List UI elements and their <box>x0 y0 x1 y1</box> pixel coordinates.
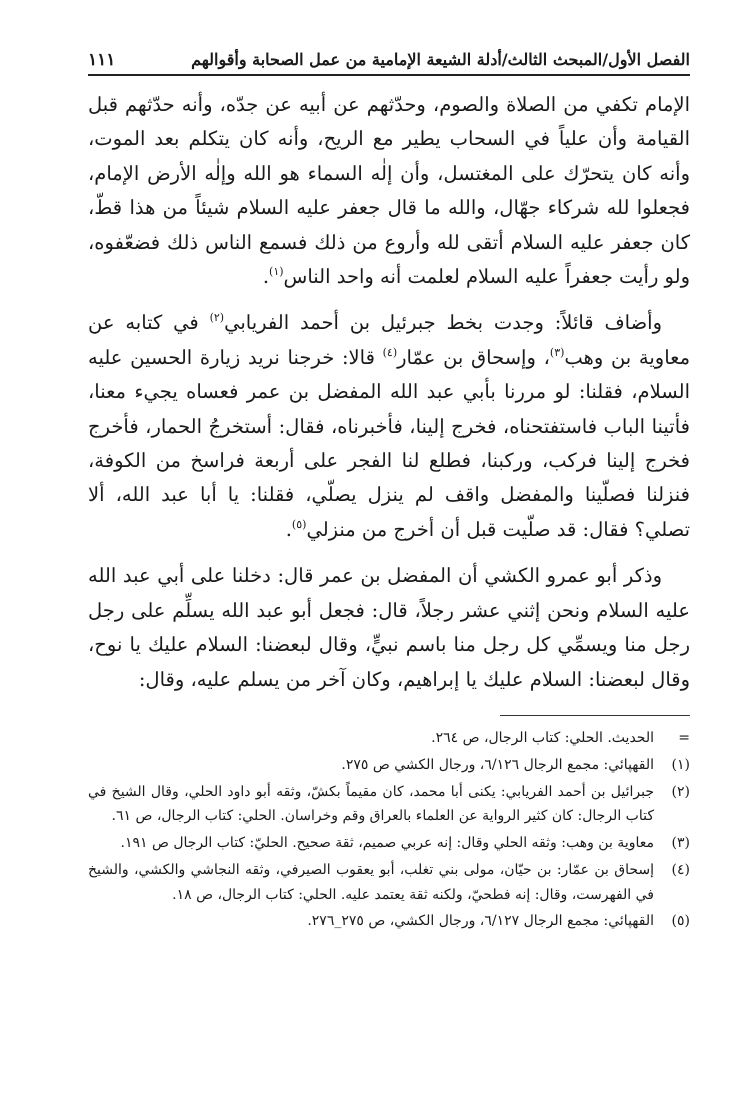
footnote-number: (٥) <box>671 913 690 930</box>
paragraph-3-text: وذكر أبو عمرو الكشي أن المفضل بن عمر قال: دخلنا على أبي عبد الله عليه السلام ونحن إثني عشر رجلاً، قال: فجعل أبو عبد الله يسلِّم على رجل رجل منا ويسمِّي كل رجل منا باسم نبيٍّ، وقال لبعضنا: السلام عليك يا نوح، وقال لبعضنا: السلام عليك يا إبراهيم، وكان آخر من يسلم عليه، وقال: <box>88 564 690 691</box>
book-page <box>88 40 690 936</box>
paragraph-2-text-a: وأضاف قائلاً: وجدت بخط جبرئيل بن أحمد الفريابي <box>224 311 663 335</box>
footnote-text: إسحاق بن عمّار: بن حيّان، مولى بني تغلب، أبو يعقوب الصيرفي، وثقه النجاشي والكشي، والشيخ في الفهرست، وقال: إنه فطحيّ، ولكنه ثقة يعتمد عليه. الحلي: كتاب الرجال، ص ١٨. <box>88 861 654 903</box>
footnote-number: (١) <box>671 756 690 773</box>
paragraph-3 <box>88 559 690 697</box>
running-header <box>88 40 690 72</box>
footnote-text: القهپائي: مجمع الرجال ٦/١٢٧، ورجال الكشي، ص ٢٧٥_٢٧٦. <box>307 913 654 930</box>
footnote-number: (٢) <box>671 783 690 800</box>
footnote-number: (٤) <box>671 861 690 878</box>
footnote-ref: (٥) <box>291 517 307 531</box>
page-number: ١١١ <box>88 50 116 70</box>
footnote-separator <box>500 715 690 716</box>
footnote <box>88 753 690 778</box>
footnote-text: القهپائي: مجمع الرجال ٦/١٢٦، ورجال الكشي ص ٢٧٥. <box>341 756 654 773</box>
footnotes <box>88 726 690 934</box>
footnote <box>88 726 690 751</box>
footnote-ref: (٤) <box>382 345 398 359</box>
footnote-ref: (٢) <box>209 311 225 325</box>
main-text <box>88 88 690 697</box>
footnote <box>88 858 690 908</box>
paragraph-2-text-c: ، وإسحاق بن عمّار <box>397 345 550 369</box>
footnote <box>88 780 690 830</box>
footnote-text: معاوية بن وهب: وثقه الحلي وقال: إنه عربي صميم، ثقة صحيح. الحليّ: كتاب الرجال ص ١٩١. <box>120 835 654 852</box>
paragraph-2-text-b: في كتابه عن معاوية بن وهب <box>88 311 691 369</box>
paragraph-2-text-d: قالا: خرجنا نريد زيارة الحسين عليه السلام، فقلنا: لو مررنا بأبي عبد الله المفضل بن عمر فعساه يجيء معنا، فأتينا الباب فاستفتحناه، فخرج إلينا، فأخبرناه، فقال: أستخرجُ الحمار، فأخرج فخرج إلينا فركب، وركبنا، فطلع لنا الفجر على أربعة فراسخ من الكوفة، فنزلنا فصلّينا والمفضل واقف لم ينزل يصلّي، فقلنا: يا أبا عبد الله، ألا تصلي؟ فقال: قد صلّيت قبل أن أخرج من منزلي <box>88 345 690 541</box>
footnote <box>88 831 690 856</box>
paragraph-2: وأضاف قائلاً: وجدت بخط جبرئيل بن أحمد الفريابي$^{(٢)}$ في كتابه عن معاوية بن وهب$^{(٣)}$، وإسحاق بن عمّار$^{(٤)}$ قالا: خرجنا نريد زيارة الحسين عليه السلام، فقلنا: لو مررنا بأبي عبد الله المفضل بن عمر فعساه يجيء معنا، فأتينا الباب فاستفتحناه، فخرج إلينا، فأخبرناه، فقال: أستخرجُ الحمار، فأخرج فخرج إلينا فركب، وركبنا، فطلع لنا الفجر على أربعة فراسخ من الكوفة، فنزلنا فصلّينا والمفضل واقف لم ينزل يصلّي، فقلنا: يا أبا عبد الله، ألا تصلي؟ فقال: قد صلّيت قبل أن أخرج من منزلي$^{(٥)}$. <box>88 311 691 541</box>
footnote-ref: (١) <box>269 265 284 279</box>
footnote-number: = <box>678 729 690 746</box>
footnote-text: الحديث. الحلي: كتاب الرجال، ص ٢٦٤. <box>431 729 654 746</box>
paragraph-1: الإمام تكفي من الصلاة والصوم، وحدّثهم عن أبيه عن جدّه، وأنه حدّثهم قبل القيامة وأن علياً في السحاب يطير مع الريح، وأنه كان يتكلم بعد الموت، وأنه كان يتحرّك على المغتسل، وأن إلٰه السماء هو الله وإلٰه الأرض الإمام، فجعلوا لله شركاء جهّال، والله ما قال جعفر عليه السلام شيئاً من هذا قطّ، كان جعفر عليه السلام أتقى لله وأروع من ذلك فسمع الناس ذلك فضعّفوه، ولو رأيت جعفراً عليه السلام لعلمت أنه واحد الناس$^{(١)}$. <box>88 93 690 289</box>
header-rule <box>88 74 690 76</box>
chapter-title: الفصل الأول/المبحث الثالث/أدلة الشيعة الإمامية من عمل الصحابة وأقوالهم <box>191 50 690 69</box>
paragraph-1-text: الإمام تكفي من الصلاة والصوم، وحدّثهم عن أبيه عن جدّه، وأنه حدّثهم قبل القيامة وأن علياً في السحاب يطير مع الريح، وأنه كان يتكلم بعد الموت، وأنه كان يتحرّك على المغتسل، وأن إلٰه السماء هو الله وإلٰه الأرض الإمام، فجعلوا لله شركاء جهّال، والله ما قال جعفر عليه السلام شيئاً من هذا قطّ، كان جعفر عليه السلام أتقى لله وأروع من ذلك فسمع الناس ذلك فضعّفوه، ولو رأيت جعفراً عليه السلام لعلمت أنه واحد الناس <box>88 93 690 289</box>
footnote-text: جبرائيل بن أحمد الفريابي: يكنى أبا محمد، كان مقيماً بكشّ، وثقه أبو داود الحلي، وقال الشيخ في كتاب الرجال: كان كثير الرواية عن العلماء بالعراق وقم وخراسان. الحلي: كتاب الرجال، ص ٦١. <box>88 783 654 825</box>
footnote-number: (٣) <box>671 835 690 852</box>
footnote-ref: (٣) <box>549 345 565 359</box>
footnote <box>88 909 690 934</box>
